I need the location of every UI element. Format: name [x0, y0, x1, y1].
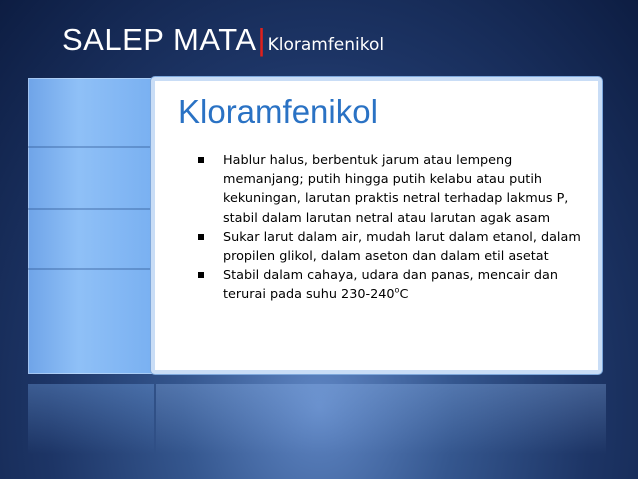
list-item: [198, 151, 590, 228]
list-item: [198, 266, 590, 304]
title-main: SALEP MATA: [62, 22, 257, 57]
bullet-list: [198, 151, 590, 305]
list-item: [198, 228, 590, 266]
slide-title: [62, 22, 384, 62]
bullet-text: Sukar larut dalam air, mudah larut dalam etanol, dalam propilen glikol, dalam aseton dan dalam etil asetat: [223, 229, 581, 265]
panel-stripe: [28, 268, 154, 270]
unit-text: C: [399, 287, 409, 303]
panel-reflection: [28, 384, 154, 454]
title-subtitle: Kloramfenikol: [267, 35, 385, 55]
bullet-text: Stabil dalam cahaya, udara dan panas, mencair dan terurai pada suhu 230-240: [223, 268, 558, 303]
square-bullet-icon: [198, 272, 204, 278]
panel-stripe: [28, 146, 154, 148]
degree-superscript: o: [394, 286, 400, 296]
square-bullet-icon: [198, 157, 204, 163]
bullet-text: Hablur halus, berbentuk jarum atau lempeng memanjang; putih hingga putih kelabu atau putih kekuningan, larutan praktis netral terhadap lakmus P, stabil dalam larutan netral atau larutan agak asam: [223, 153, 569, 226]
title-separator: |: [257, 22, 266, 57]
panel-stripe: [28, 208, 154, 210]
card-reflection: [156, 384, 606, 454]
content-heading: Kloramfenikol: [178, 93, 378, 130]
decorative-side-panel: [28, 78, 154, 374]
square-bullet-icon: [198, 234, 204, 240]
